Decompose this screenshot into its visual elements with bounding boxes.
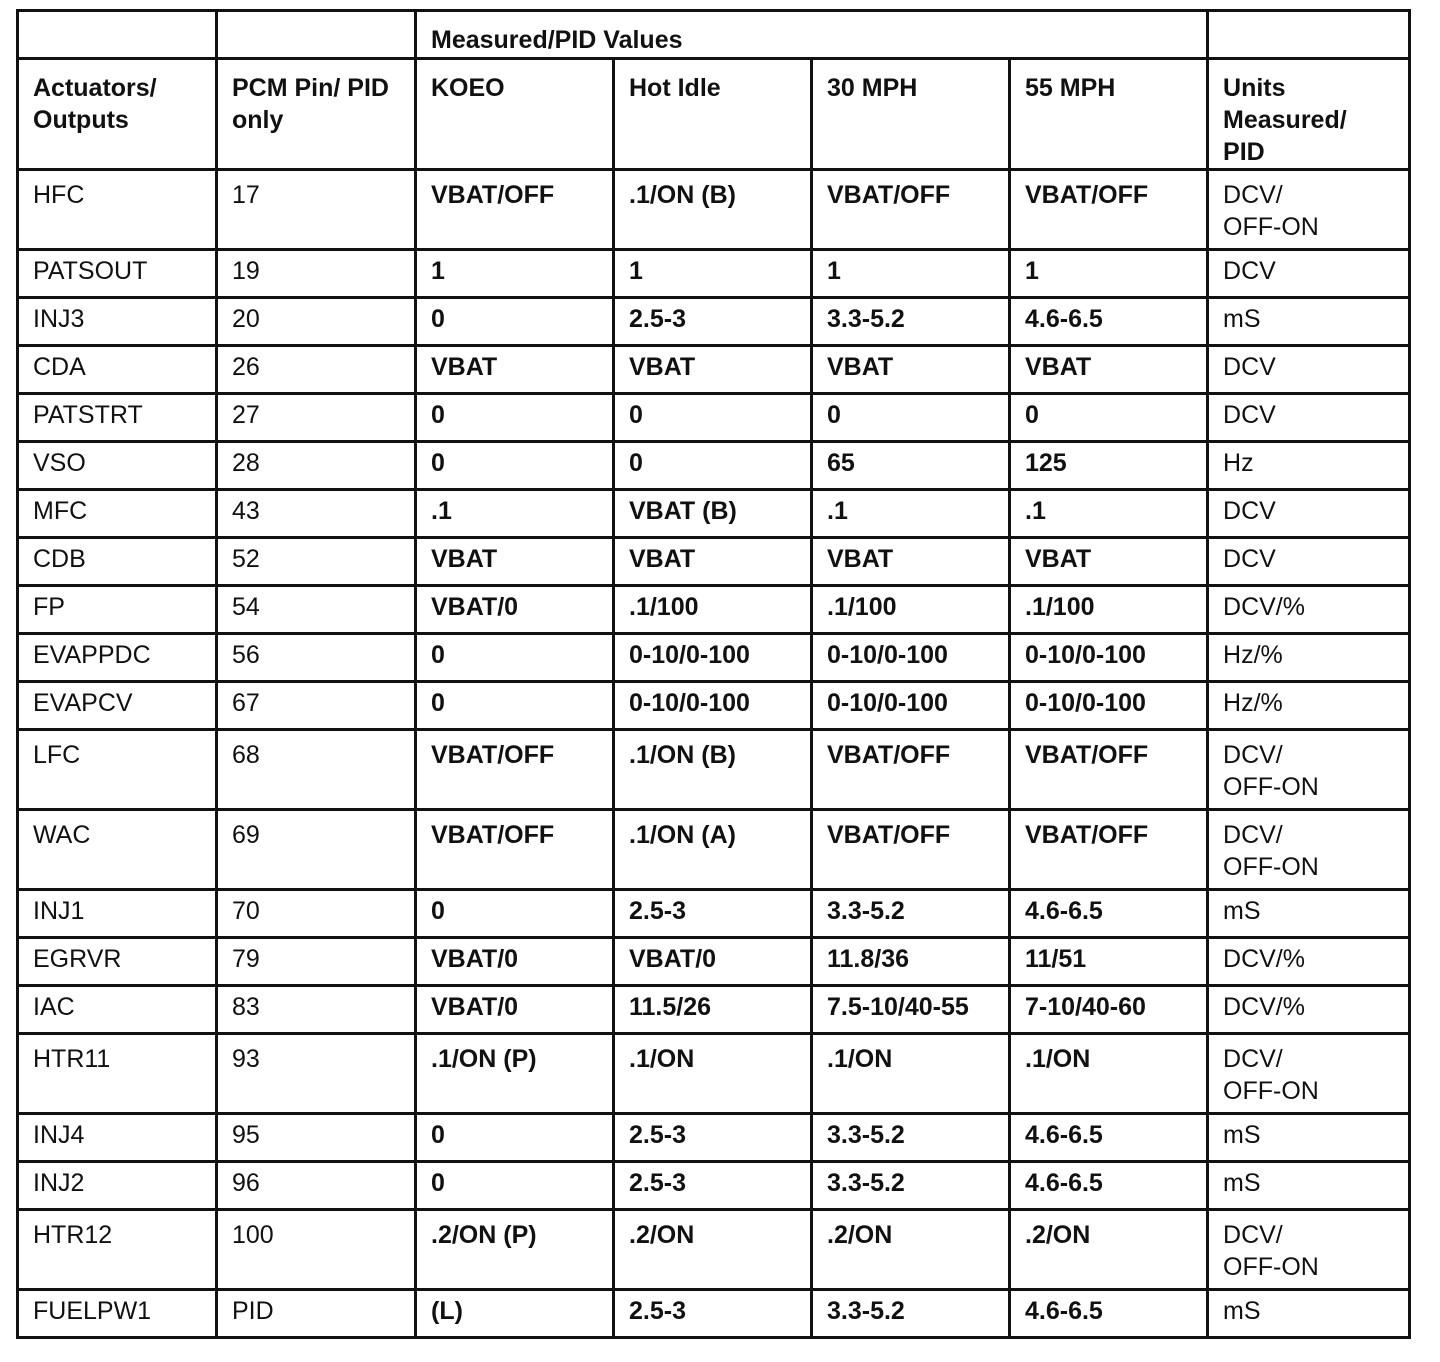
cell-hot-idle: VBAT (B) [614,490,812,538]
cell-hot-idle: VBAT [614,346,812,394]
cell-hot-idle: 0 [614,442,812,490]
cell-hot-idle: 2.5-3 [614,1114,812,1162]
table-row [18,1162,1410,1210]
cell-55-mph: 4.6-6.5 [1010,1114,1208,1162]
cell-30-mph: 0-10/0-100 [812,634,1010,682]
cell-actuator: EGRVR [18,938,217,986]
pid-values-table [16,9,1411,1339]
cell-hot-idle: 0 [614,394,812,442]
column-header-row [18,59,1410,170]
cell-actuator: HFC [18,170,217,250]
cell-55-mph: VBAT/OFF [1010,730,1208,810]
col-header-units: Units Measured/ PID [1208,59,1410,170]
cell-koeo: .2/ON (P) [416,1210,614,1290]
cell-30-mph: .2/ON [812,1210,1010,1290]
cell-koeo: 0 [416,682,614,730]
cell-30-mph: VBAT/OFF [812,730,1010,810]
cell-units: DCV [1208,346,1410,394]
cell-koeo: .1 [416,490,614,538]
cell-units: DCV/ OFF-ON [1208,170,1410,250]
cell-koeo: (L) [416,1290,614,1338]
cell-koeo: 0 [416,890,614,938]
table-row [18,346,1410,394]
cell-units: DCV/% [1208,938,1410,986]
cell-koeo: .1/ON (P) [416,1034,614,1114]
col-header-pcm-pin: PCM Pin/ PID only [217,59,416,170]
table-row [18,986,1410,1034]
cell-actuator: INJ2 [18,1162,217,1210]
cell-hot-idle: 2.5-3 [614,890,812,938]
cell-koeo: 0 [416,634,614,682]
table-row [18,890,1410,938]
cell-koeo: VBAT [416,346,614,394]
table-row [18,490,1410,538]
table-row [18,170,1410,250]
cell-30-mph: .1 [812,490,1010,538]
cell-55-mph: VBAT [1010,538,1208,586]
cell-units: mS [1208,1162,1410,1210]
empty-header-cell [1208,11,1410,59]
cell-hot-idle: 2.5-3 [614,1162,812,1210]
col-header-actuators: Actuators/ Outputs [18,59,217,170]
cell-actuator: HTR12 [18,1210,217,1290]
table-row [18,1034,1410,1114]
cell-30-mph: .1/ON [812,1034,1010,1114]
cell-30-mph: VBAT/OFF [812,810,1010,890]
col-header-55-mph: 55 MPH [1010,59,1208,170]
cell-pin: 19 [217,250,416,298]
cell-30-mph: 3.3-5.2 [812,298,1010,346]
table-row [18,1290,1410,1338]
cell-55-mph: 11/51 [1010,938,1208,986]
col-header-30-mph: 30 MPH [812,59,1010,170]
cell-55-mph: .1/100 [1010,586,1208,634]
cell-actuator: CDA [18,346,217,394]
cell-pin: 70 [217,890,416,938]
cell-30-mph: 65 [812,442,1010,490]
cell-units: DCV [1208,394,1410,442]
table-row [18,634,1410,682]
cell-koeo: 0 [416,298,614,346]
cell-units: DCV/ OFF-ON [1208,1034,1410,1114]
cell-pin: 27 [217,394,416,442]
cell-units: DCV [1208,490,1410,538]
cell-actuator: FUELPW1 [18,1290,217,1338]
cell-55-mph: .1 [1010,490,1208,538]
cell-55-mph: VBAT/OFF [1010,810,1208,890]
cell-hot-idle: 0-10/0-100 [614,634,812,682]
cell-30-mph: 11.8/36 [812,938,1010,986]
cell-55-mph: 7-10/40-60 [1010,986,1208,1034]
table-row [18,394,1410,442]
cell-actuator: PATSTRT [18,394,217,442]
cell-pin: 26 [217,346,416,394]
table-row [18,682,1410,730]
cell-koeo: 0 [416,1162,614,1210]
cell-hot-idle: .1/ON (B) [614,170,812,250]
cell-actuator: EVAPCV [18,682,217,730]
cell-55-mph: 4.6-6.5 [1010,1162,1208,1210]
cell-actuator: WAC [18,810,217,890]
cell-koeo: VBAT/0 [416,986,614,1034]
cell-actuator: INJ3 [18,298,217,346]
cell-actuator: EVAPPDC [18,634,217,682]
cell-units: DCV [1208,250,1410,298]
table-row [18,442,1410,490]
cell-koeo: VBAT/OFF [416,730,614,810]
cell-units: DCV/ OFF-ON [1208,1210,1410,1290]
cell-30-mph: VBAT/OFF [812,170,1010,250]
empty-header-cell [18,11,217,59]
cell-pin: 67 [217,682,416,730]
cell-30-mph: 7.5-10/40-55 [812,986,1010,1034]
cell-units: Hz/% [1208,634,1410,682]
cell-55-mph: .1/ON [1010,1034,1208,1114]
cell-55-mph: 1 [1010,250,1208,298]
cell-koeo: VBAT [416,538,614,586]
cell-pin: 56 [217,634,416,682]
cell-pin: 100 [217,1210,416,1290]
cell-actuator: INJ4 [18,1114,217,1162]
cell-hot-idle: .1/100 [614,586,812,634]
cell-pin: 79 [217,938,416,986]
cell-actuator: FP [18,586,217,634]
cell-30-mph: 1 [812,250,1010,298]
cell-hot-idle: .1/ON [614,1034,812,1114]
cell-30-mph: .1/100 [812,586,1010,634]
cell-pin: 96 [217,1162,416,1210]
cell-hot-idle: .1/ON (A) [614,810,812,890]
cell-hot-idle: 0-10/0-100 [614,682,812,730]
cell-30-mph: 3.3-5.2 [812,1162,1010,1210]
cell-pin: 28 [217,442,416,490]
cell-units: Hz/% [1208,682,1410,730]
table-row [18,810,1410,890]
cell-55-mph: 0-10/0-100 [1010,634,1208,682]
cell-koeo: 0 [416,394,614,442]
cell-55-mph: 4.6-6.5 [1010,1290,1208,1338]
table-row [18,938,1410,986]
cell-actuator: HTR11 [18,1034,217,1114]
cell-actuator: VSO [18,442,217,490]
table-row [18,250,1410,298]
cell-koeo: VBAT/OFF [416,810,614,890]
cell-pin: 20 [217,298,416,346]
cell-actuator: CDB [18,538,217,586]
cell-actuator: INJ1 [18,890,217,938]
table-row [18,538,1410,586]
cell-hot-idle: VBAT [614,538,812,586]
empty-header-cell [217,11,416,59]
cell-units: DCV/ OFF-ON [1208,810,1410,890]
cell-30-mph: VBAT [812,346,1010,394]
cell-hot-idle: .1/ON (B) [614,730,812,810]
col-header-koeo: KOEO [416,59,614,170]
cell-pin: 95 [217,1114,416,1162]
cell-units: DCV [1208,538,1410,586]
cell-pin: 52 [217,538,416,586]
cell-pin: 68 [217,730,416,810]
cell-30-mph: 3.3-5.2 [812,890,1010,938]
cell-30-mph: 3.3-5.2 [812,1114,1010,1162]
cell-55-mph: VBAT/OFF [1010,170,1208,250]
cell-actuator: PATSOUT [18,250,217,298]
cell-actuator: MFC [18,490,217,538]
table-row [18,730,1410,810]
table-row [18,1210,1410,1290]
group-header-row [18,11,1410,59]
cell-koeo: VBAT/0 [416,938,614,986]
cell-hot-idle: VBAT/0 [614,938,812,986]
cell-koeo: 1 [416,250,614,298]
cell-30-mph: 0-10/0-100 [812,682,1010,730]
cell-pin: 83 [217,986,416,1034]
cell-units: mS [1208,298,1410,346]
cell-koeo: VBAT/0 [416,586,614,634]
cell-units: mS [1208,890,1410,938]
measured-pid-values-header: Measured/PID Values [416,11,1208,59]
cell-pin: 17 [217,170,416,250]
cell-55-mph: 0 [1010,394,1208,442]
cell-30-mph: 0 [812,394,1010,442]
cell-55-mph: 125 [1010,442,1208,490]
cell-hot-idle: 11.5/26 [614,986,812,1034]
cell-pin: PID [217,1290,416,1338]
cell-55-mph: 4.6-6.5 [1010,298,1208,346]
cell-55-mph: VBAT [1010,346,1208,394]
cell-units: DCV/% [1208,586,1410,634]
cell-units: DCV/ OFF-ON [1208,730,1410,810]
cell-koeo: 0 [416,442,614,490]
table-row [18,586,1410,634]
cell-pin: 54 [217,586,416,634]
cell-hot-idle: 2.5-3 [614,298,812,346]
cell-units: mS [1208,1114,1410,1162]
cell-pin: 43 [217,490,416,538]
cell-units: Hz [1208,442,1410,490]
cell-units: DCV/% [1208,986,1410,1034]
col-header-hot-idle: Hot Idle [614,59,812,170]
table-row [18,298,1410,346]
cell-actuator: IAC [18,986,217,1034]
cell-koeo: 0 [416,1114,614,1162]
cell-units: mS [1208,1290,1410,1338]
cell-koeo: VBAT/OFF [416,170,614,250]
cell-30-mph: 3.3-5.2 [812,1290,1010,1338]
cell-hot-idle: 2.5-3 [614,1290,812,1338]
table-row [18,1114,1410,1162]
cell-hot-idle: 1 [614,250,812,298]
cell-pin: 69 [217,810,416,890]
cell-55-mph: 0-10/0-100 [1010,682,1208,730]
cell-actuator: LFC [18,730,217,810]
cell-55-mph: .2/ON [1010,1210,1208,1290]
cell-55-mph: 4.6-6.5 [1010,890,1208,938]
cell-30-mph: VBAT [812,538,1010,586]
cell-hot-idle: .2/ON [614,1210,812,1290]
cell-pin: 93 [217,1034,416,1114]
